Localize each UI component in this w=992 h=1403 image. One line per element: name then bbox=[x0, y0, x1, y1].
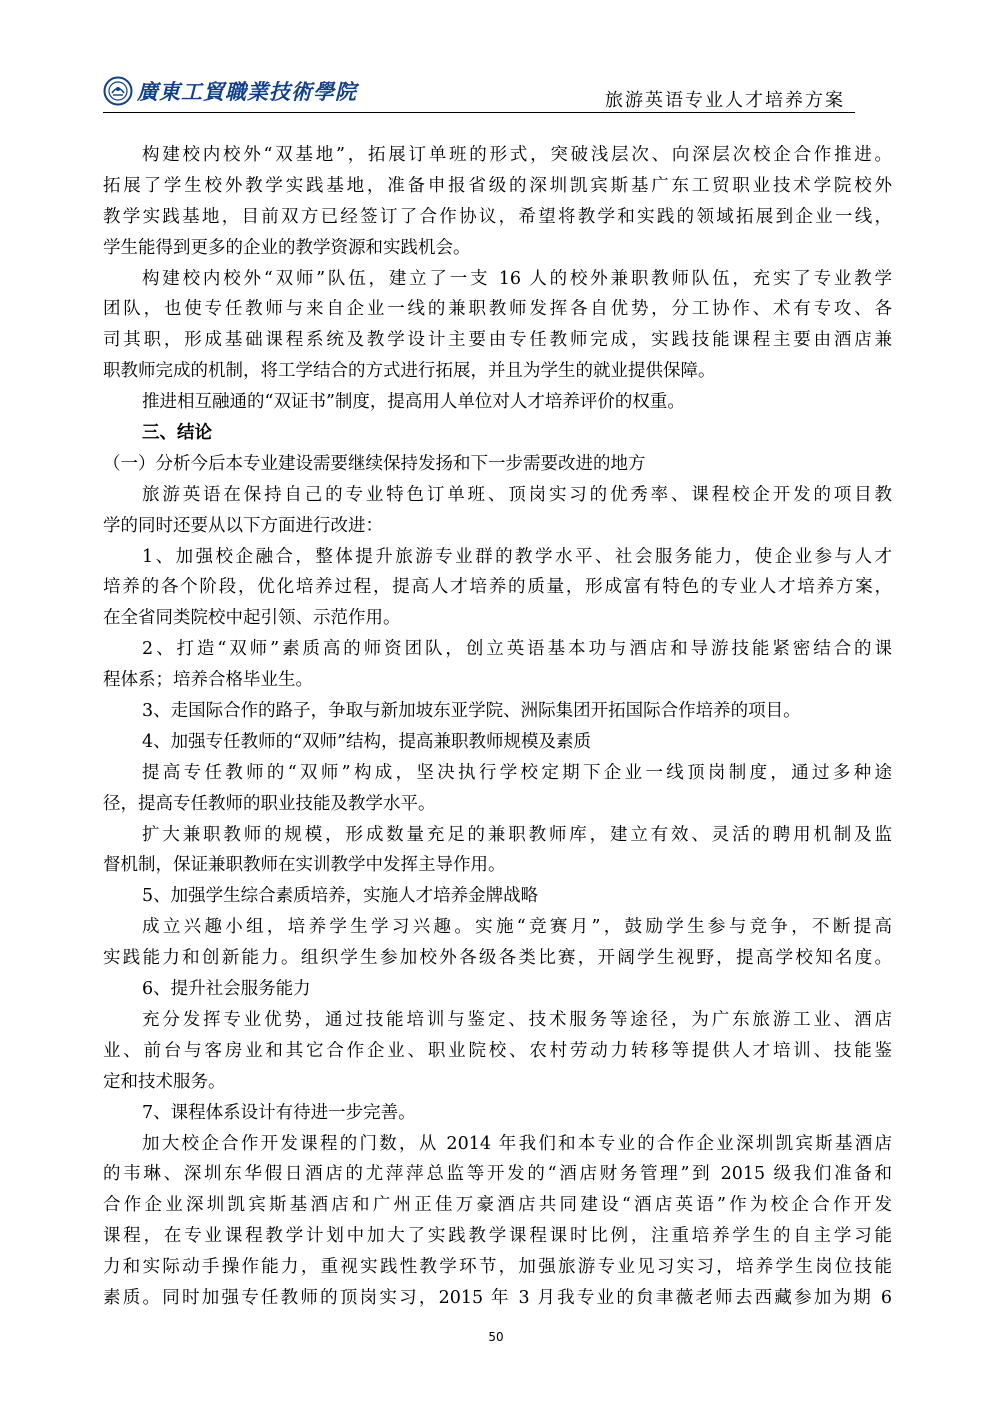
text-line: 督机制，保证兼职教师在实训教学中发挥主导作用。 bbox=[103, 855, 506, 876]
school-name: 廣東工貿職業技術學院 bbox=[137, 79, 357, 104]
text-line: 合作企业深圳凯宾斯基酒店和广州正佳万豪酒店共同建设“酒店英语”作为校企合作开发 bbox=[103, 1195, 892, 1216]
text-line: 旅游英语在保持自己的专业特色订单班、顶岗实习的优秀率、课程校企开发的项目教 bbox=[142, 484, 892, 505]
school-logo bbox=[103, 74, 357, 108]
text-line: 径，提高专任教师的职业技能及教学水平。 bbox=[103, 793, 436, 814]
text-line: 的韦琳、深圳东华假日酒店的尤萍萍总监等开发的“酒店财务管理”到 2015 级我们准备和 bbox=[103, 1164, 892, 1185]
text-line: 构建校内校外“双基地”，拓展订单班的形式，突破浅层次、向深层次校企合作推进。 bbox=[142, 145, 892, 165]
text-line: 1、加强校企融合，整体提升旅游专业群的教学水平、社会服务能力，使企业参与人才 bbox=[142, 546, 892, 567]
text-line: 2、打造“双师”素质高的师资团队，创立英语基本功与酒店和导游技能紧密结合的课 bbox=[142, 639, 892, 660]
text-line: （一）分析今后本专业建设需要继续保持发扬和下一步需要改进的地方 bbox=[103, 453, 646, 474]
text-line: 定和技术服务。 bbox=[103, 1071, 226, 1092]
text-line: 业、前台与客房业和其它合作企业、职业院校、农村劳动力转移等提供人才培训、技能鉴 bbox=[103, 1040, 892, 1061]
text-line: 5、加强学生综合素质培养，实施人才培养金牌战略 bbox=[142, 886, 539, 907]
text-line: 6、提升社会服务能力 bbox=[142, 979, 311, 1000]
text-line: 力和实际动手操作能力，重视实践性教学环节，加强旅游专业见习实习，培养学生岗位技能 bbox=[103, 1257, 892, 1278]
text-line: 团队，也使专任教师与来自企业一线的兼职教师发挥各自优势，分工协作、术有专攻、各 bbox=[103, 299, 892, 320]
text-line: 学的同时还要从以下方面进行改进： bbox=[103, 515, 383, 536]
text-line: 充分发挥专业优势，通过技能培训与鉴定、技术服务等途径，为广东旅游工业、酒店 bbox=[142, 1009, 892, 1030]
text-line: 成立兴趣小组，培养学生学习兴趣。实施“竞赛月”，鼓励学生参与竞争，不断提高 bbox=[142, 917, 892, 938]
text-line: 学生能得到更多的企业的教学资源和实践机会。 bbox=[103, 237, 471, 258]
text-line: 3、走国际合作的路子，争取与新加坡东亚学院、洲际集团开拓国际合作培养的项目。 bbox=[142, 701, 801, 722]
text-line: 在全省同类院校中起引领、示范作用。 bbox=[103, 608, 401, 629]
text-line: 4、加强专任教师的“双师”结构，提高兼职教师规模及素质 bbox=[142, 731, 592, 752]
body-text bbox=[103, 140, 892, 1314]
section-heading: 三、结论 bbox=[142, 423, 212, 444]
text-line: 构建校内校外“双师”队伍，建立了一支 16 人的校外兼职教师队伍，充实了专业教学 bbox=[142, 268, 892, 289]
text-line: 7、课程体系设计有待进一步完善。 bbox=[142, 1102, 416, 1123]
text-line: 程体系；培养合格毕业生。 bbox=[103, 670, 313, 691]
page-header bbox=[103, 70, 855, 112]
text-line: 提高专任教师的“双师”构成，坚决执行学校定期下企业一线顶岗制度，通过多种途 bbox=[142, 762, 892, 783]
text-line: 推进相互融通的“双证书”制度，提高用人单位对人才培养评价的权重。 bbox=[142, 392, 685, 413]
document-title: 旅游英语专业人才培养方案 bbox=[605, 90, 845, 111]
text-line: 职教师完成的机制，将工学结合的方式进行拓展，并且为学生的就业提供保障。 bbox=[103, 361, 716, 382]
page-number: 50 bbox=[488, 1330, 504, 1344]
header-divider bbox=[103, 112, 855, 113]
text-line: 教学实践基地，目前双方已经签订了合作协议，希望将教学和实践的领域拓展到企业一线， bbox=[103, 206, 892, 227]
text-line: 素质。同时加强专任教师的顶岗实习，2015 年 3 月我专业的贠聿薇老师去西藏参加为期 6 bbox=[103, 1287, 892, 1308]
text-line: 司其职，形成基础课程系统及教学设计主要由专任教师完成，实践技能课程主要由酒店兼 bbox=[103, 330, 892, 351]
text-line: 实践能力和创新能力。组织学生参加校外各级各类比赛，开阔学生视野，提高学校知名度。 bbox=[103, 948, 892, 969]
text-line: 拓展了学生校外教学实践基地，准备申报省级的深圳凯宾斯基广东工贸职业技术学院校外 bbox=[103, 175, 892, 196]
text-line: 扩大兼职教师的规模，形成数量充足的兼职教师库，建立有效、灵活的聘用机制及监 bbox=[142, 824, 892, 845]
school-emblem-icon bbox=[103, 76, 133, 106]
text-line: 培养的各个阶段，优化培养过程，提高人才培养的质量，形成富有特色的专业人才培养方案， bbox=[103, 577, 892, 598]
text-line: 加大校企合作开发课程的门数，从 2014 年我们和本专业的合作企业深圳凯宾斯基酒店 bbox=[142, 1133, 892, 1154]
text-line: 课程，在专业课程教学计划中加大了实践教学课程课时比例，注重培养学生的自主学习能 bbox=[103, 1226, 892, 1247]
